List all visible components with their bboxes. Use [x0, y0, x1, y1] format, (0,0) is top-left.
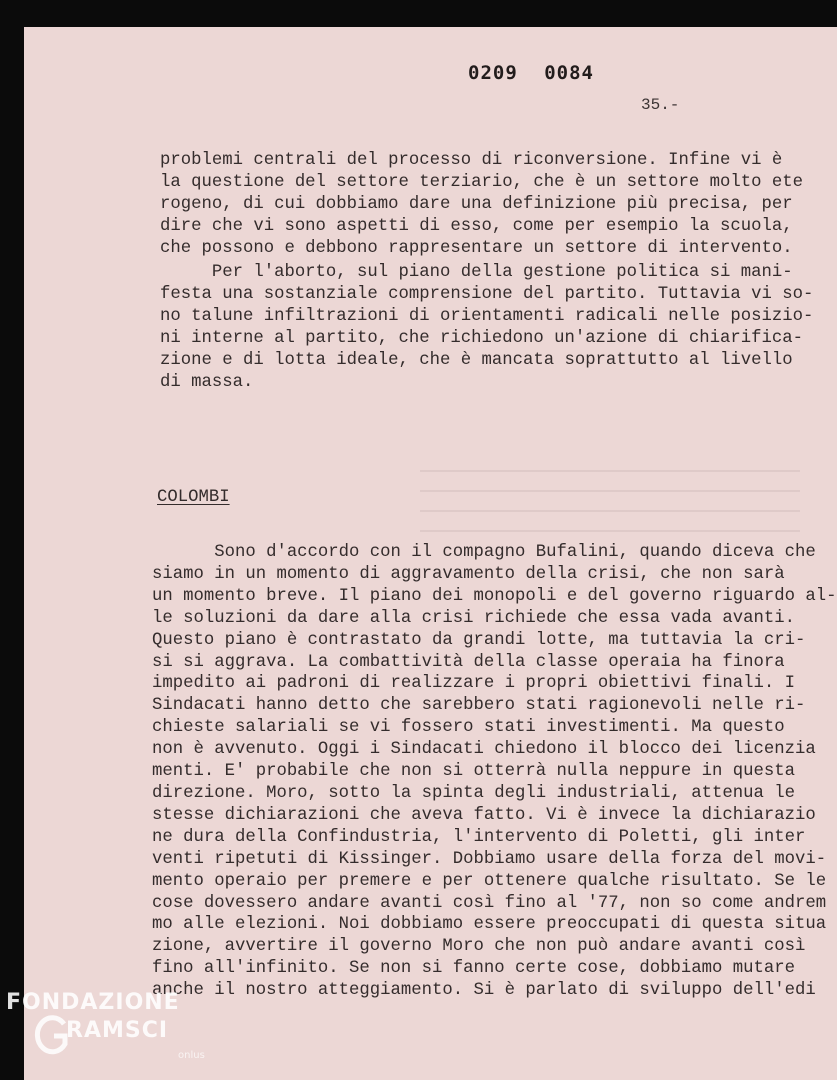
fondazione-gramsci-watermark — [6, 990, 205, 1061]
watermark-line-2: RAMSCI — [66, 1018, 169, 1043]
watermark-line-1: FONDAZIONE — [6, 990, 180, 1015]
gramsci-g-logo-icon — [34, 1014, 70, 1058]
paragraph-1: problemi centrali del processo di riconversione. Infine vi è la questione del settore terziario, che è un settore molto ete rogeno, di cui dobbiamo dare una definizione più precisa, per dire che vi sono aspetti di esso, come per esempio la scuola, che possono e debbono rappresentare un settore di intervento. — [160, 151, 803, 258]
archive-number: 0209 0084 — [468, 62, 594, 84]
speaker-heading: COLOMBI — [157, 488, 230, 507]
page-number: 35.- — [641, 96, 680, 114]
paragraph-2: Per l'aborto, sul piano della gestione politica si mani- festa una sostanziale comprensione del partito. Tuttavia vi so- no talune infiltrazioni di orientamenti radicali nelle posizio- ni interne al partito, che richiedono un'azione di chiarifica- zione e di lotta ideale, che è mancata soprattutto al livello di massa. — [160, 263, 814, 392]
watermark-suffix: onlus — [178, 1050, 205, 1061]
paragraph-3: Sono d'accordo con il compagno Bufalini, quando diceva che siamo in un momento di aggravamento della crisi, che non sarà un momento breve. Il piano dei monopoli e del governo riguardo al- le soluzioni da dare alla crisi richiede che essa vada avanti. Questo piano è contrastato da grandi lotte, ma tuttavia la cri- si si aggrava. La combattività della classe operaia ha finora impedito ai padroni di realizzare i propri obiettivi finali. I Sindacati hanno detto che sarebbero stati ragionevoli nelle ri- chieste salariali se vi fossero stati investimenti. Ma questo non è avvenuto. Oggi i Sindacati chiedono il blocco dei licenzia menti. E' probabile che non si otterrà nulla neppure in questa direzione. Moro, sotto la spinta degli industriali, attenua le stesse dichiarazioni che aveva fatto. Vi è invece la dichiarazio ne dura della Confindustria, l'intervento di Poletti, gli inter venti ripetuti di Kissinger. Dobbiamo usare della forza del movi- mento operaio per premere e per ottenere qualche risultato. Se le cose dovessero andare avanti così fino al '77, non so come andrem mo alle elezioni. Noi dobbiamo essere preoccupati di questa situa zione, avvertire il governo Moro che non può andare avanti così fino all'infinito. Se non si fanno certe cose, dobbiamo mutare anche il nostro atteggiamento. Si è parlato di sviluppo dell'edi — [152, 543, 837, 1001]
